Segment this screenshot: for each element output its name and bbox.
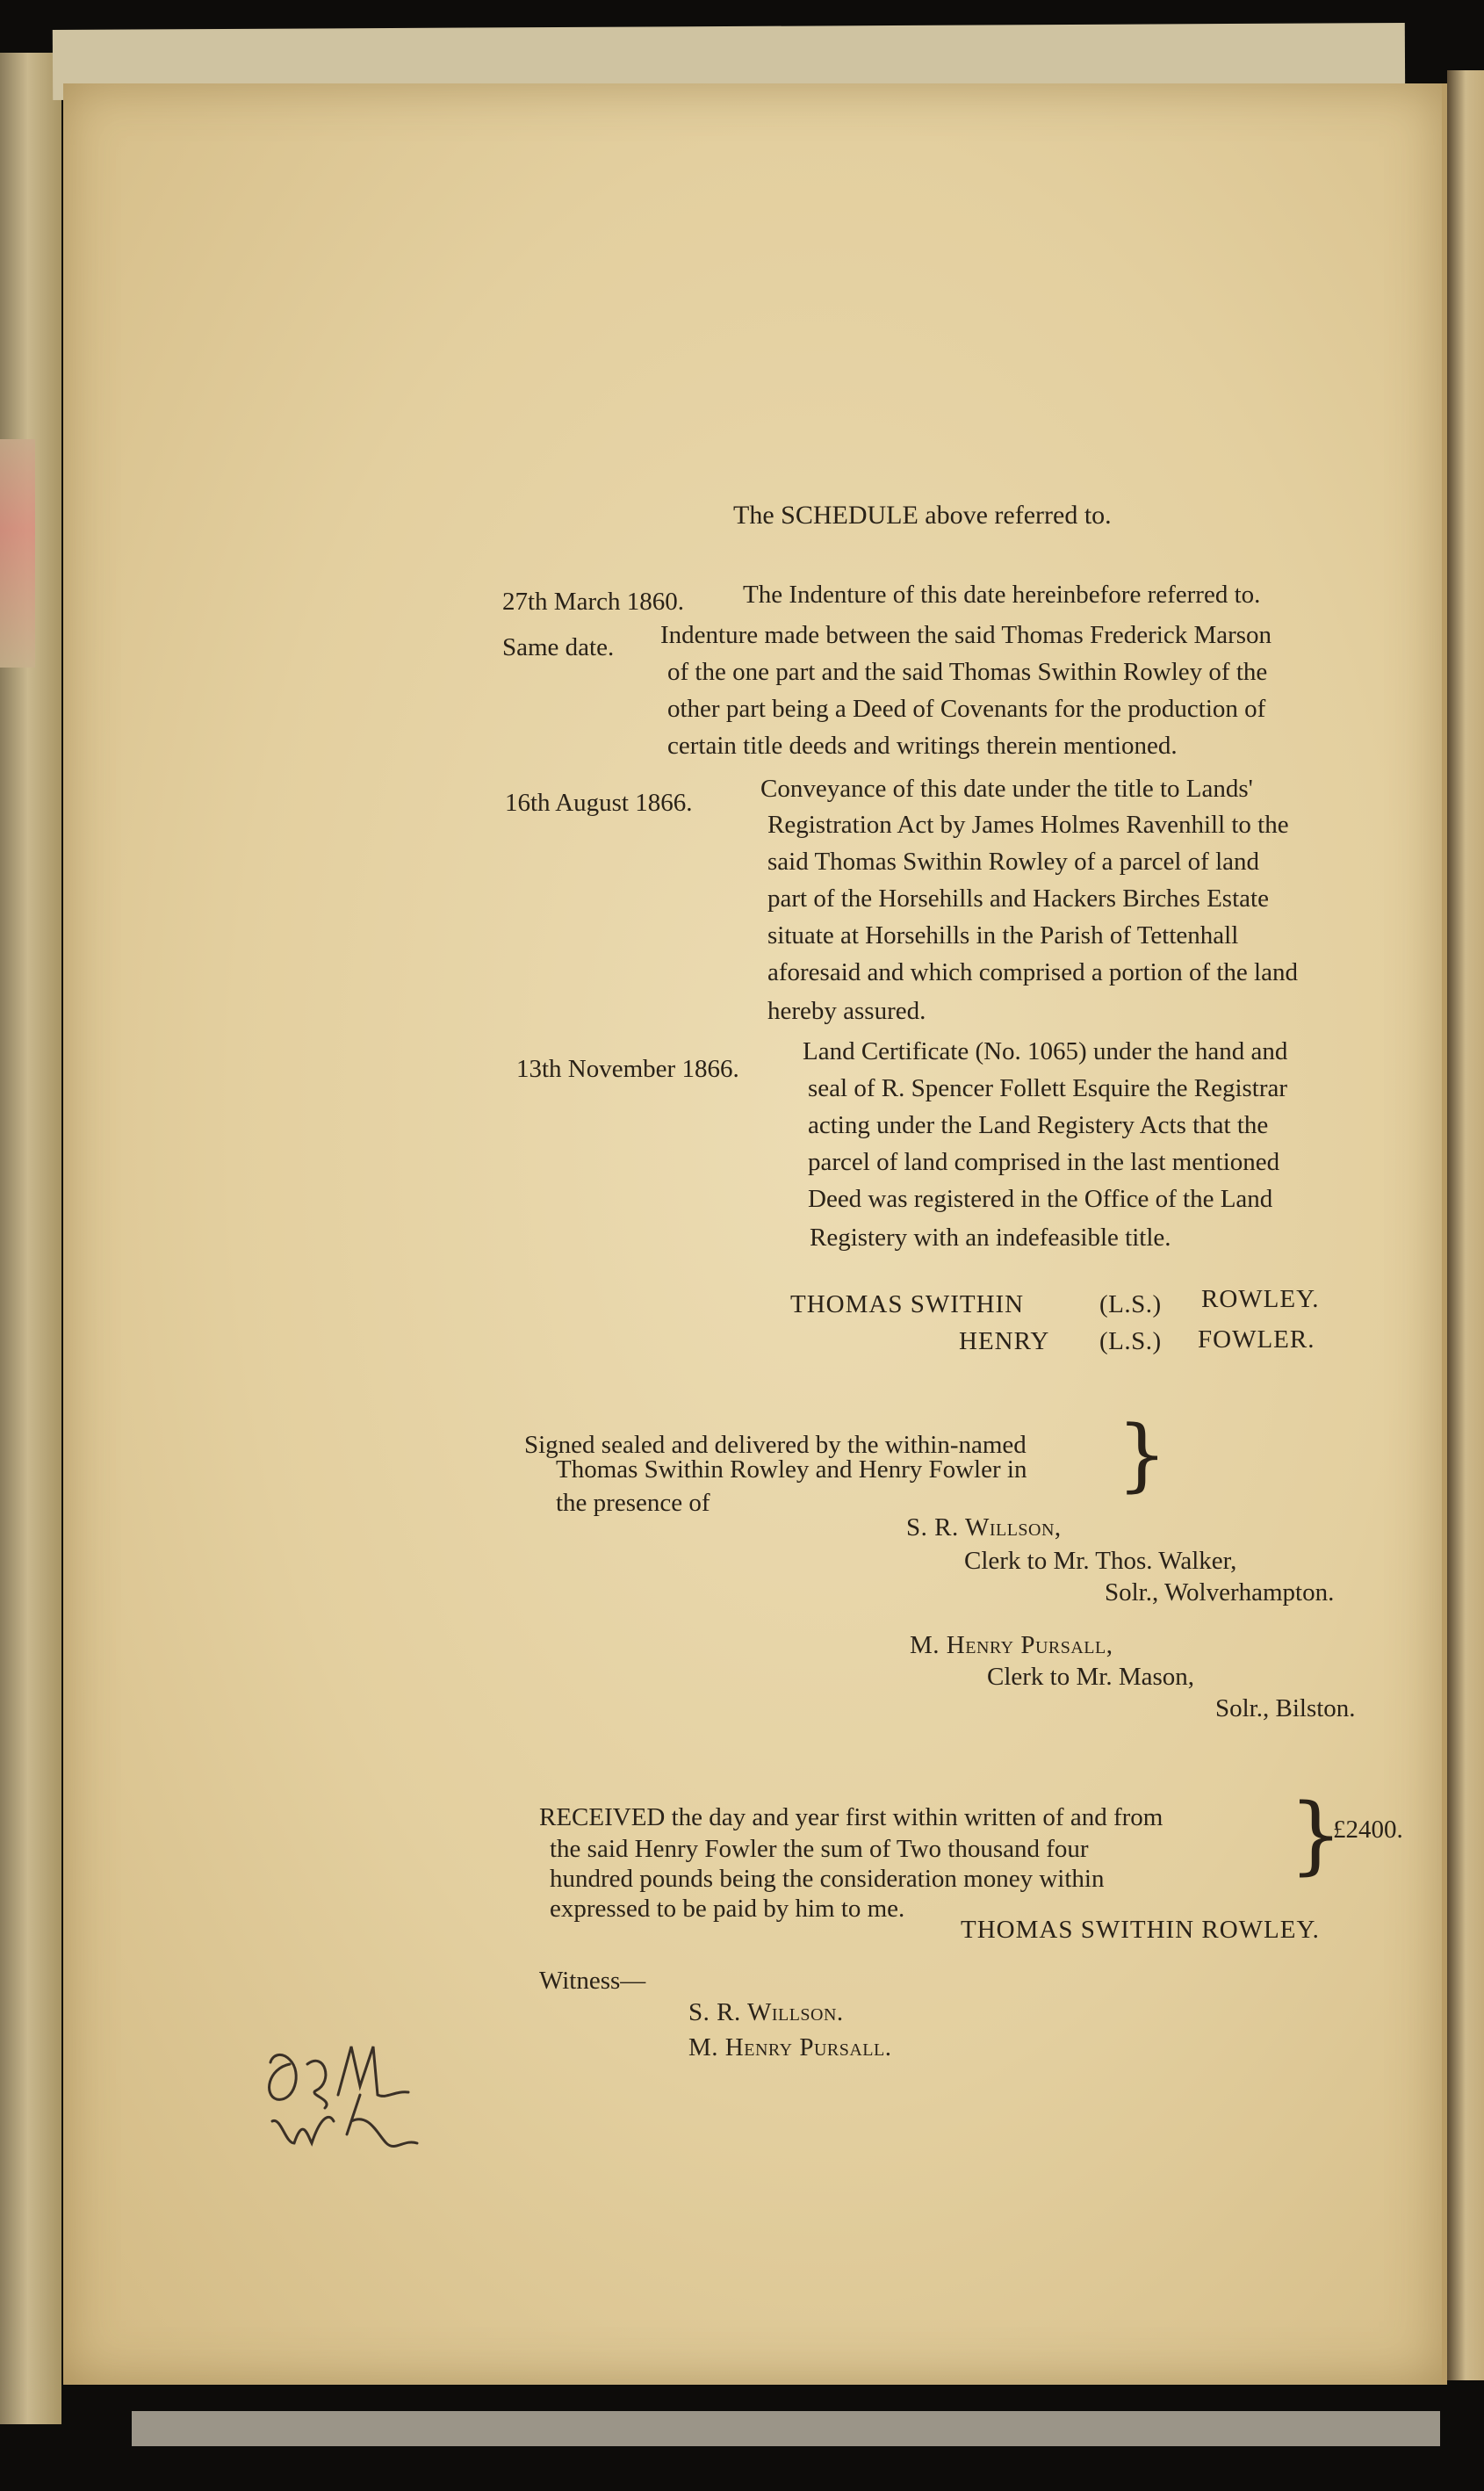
receipt-amount: £2400. <box>1333 1816 1403 1844</box>
entry-line: parcel of land comprised in the last mentioned <box>808 1148 1280 1176</box>
bottom-paper-strip <box>132 2411 1440 2446</box>
entry-date: 16th August 1866. <box>505 789 693 817</box>
entry-line: situate at Horsehills in the Parish of Tettenhall <box>767 921 1239 949</box>
receipt-signature: THOMAS SWITHIN ROWLEY. <box>961 1916 1320 1944</box>
entry-line: certain title deeds and writings therein mentioned. <box>667 732 1178 760</box>
seal-label: (L.S.) <box>1099 1327 1162 1355</box>
entry-date: Same date. <box>502 633 615 661</box>
right-brace: } <box>1289 1786 1344 1884</box>
colored-tab-edge <box>0 439 35 668</box>
witness-name: M. Henry Pursall. <box>688 2033 892 2061</box>
witness-place: Solr., Wolverhampton. <box>1105 1578 1335 1607</box>
entry-line: acting under the Land Registery Acts that the <box>808 1111 1269 1139</box>
witness-place: Solr., Bilston. <box>1215 1694 1356 1722</box>
entry-line: part of the Horsehills and Hackers Birches Estate <box>767 884 1269 913</box>
witness-name: S. R. Willson, <box>906 1513 1062 1542</box>
entry-line: said Thomas Swithin Rowley of a parcel of land <box>767 848 1260 876</box>
entry-line: Conveyance of this date under the title to Lands' <box>760 775 1253 803</box>
witness-name: M. Henry Pursall, <box>910 1631 1113 1659</box>
attestation-line: Signed sealed and delivered by the within-named <box>524 1431 1027 1459</box>
attestation-line: the presence of <box>556 1489 710 1517</box>
witness-name: S. R. Willson. <box>688 1998 844 2026</box>
signature-last: FOWLER. <box>1198 1325 1315 1354</box>
signature-last: ROWLEY. <box>1201 1285 1320 1313</box>
signature-first: HENRY <box>959 1327 1050 1355</box>
right-brace: } <box>1117 1409 1168 1501</box>
witness-label: Witness— <box>539 1967 646 1995</box>
schedule-heading: The SCHEDULE above referred to. <box>733 501 1112 530</box>
entry-line: hereby assured. <box>767 997 926 1025</box>
entry-line: of the one part and the said Thomas Swithin Rowley of the <box>667 658 1268 686</box>
entry-date: 13th November 1866. <box>516 1055 739 1083</box>
entry-line: seal of R. Spencer Follett Esquire the Registrar <box>808 1074 1288 1102</box>
receipt-line: RECEIVED the day and year first within written of and from <box>539 1803 1163 1831</box>
book-right-edge <box>1447 70 1484 2380</box>
entry-line: Registery with an indefeasible title. <box>810 1224 1171 1252</box>
witness-role: Clerk to Mr. Mason, <box>987 1663 1195 1691</box>
entry-line: Indenture made between the said Thomas Frederick Marson <box>660 621 1272 649</box>
entry-date: 27th March 1860. <box>502 588 684 616</box>
entry-line: Land Certificate (No. 1065) under the hand and <box>803 1037 1288 1065</box>
signature-first: THOMAS SWITHIN <box>790 1290 1025 1318</box>
entry-line: aforesaid and which comprised a portion of the land <box>767 958 1298 986</box>
entry-line: other part being a Deed of Covenants for the production of <box>667 695 1266 723</box>
entry-line: Deed was registered in the Office of the Land <box>808 1185 1273 1213</box>
entry-line: Registration Act by James Holmes Ravenhill to the <box>767 811 1289 839</box>
receipt-line: the said Henry Fowler the sum of Two thousand four <box>550 1835 1089 1863</box>
receipt-line: hundred pounds being the consideration money within <box>550 1865 1105 1893</box>
witness-role: Clerk to Mr. Thos. Walker, <box>964 1547 1237 1575</box>
attestation-line: Thomas Swithin Rowley and Henry Fowler in <box>556 1455 1027 1484</box>
seal-label: (L.S.) <box>1099 1290 1162 1318</box>
receipt-line: expressed to be paid by him to me. <box>550 1895 905 1923</box>
handwritten-initials <box>255 2011 439 2178</box>
book-left-edge <box>0 53 61 2424</box>
entry-line: The Indenture of this date hereinbefore referred to. <box>743 581 1261 609</box>
